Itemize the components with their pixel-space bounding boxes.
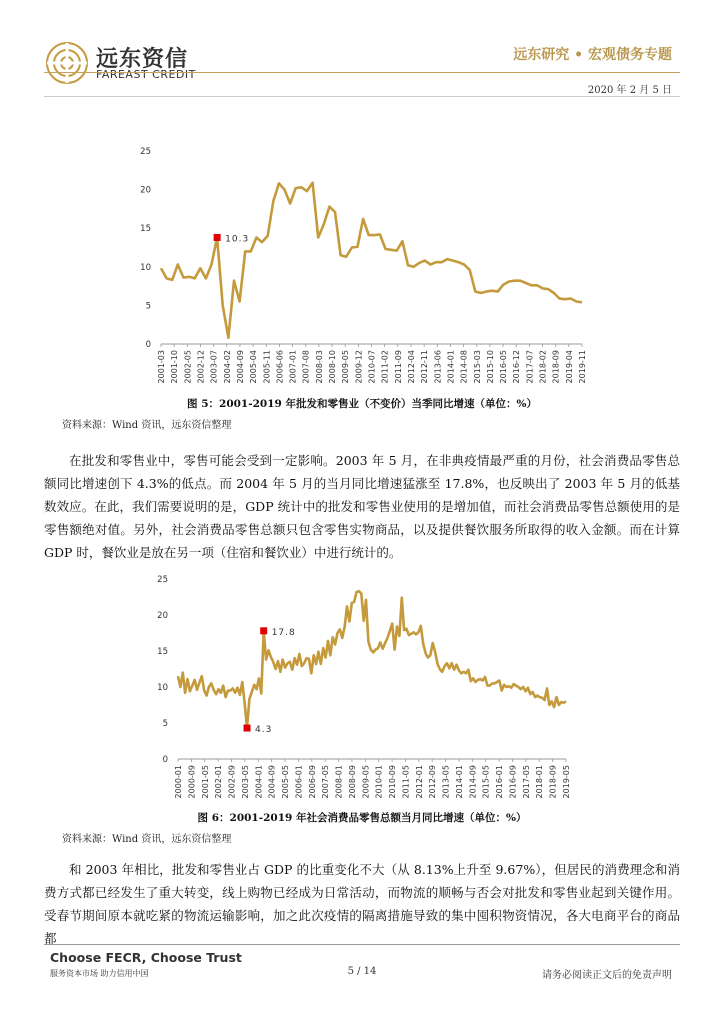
x-tick-label: 2003-05 xyxy=(240,765,250,799)
x-tick-label: 2016-01 xyxy=(495,765,505,799)
footer-subslogan: 服务资本市场 助力信用中国 xyxy=(50,969,149,978)
body-paragraph-1 xyxy=(44,449,680,564)
x-tick-label: 2018-09 xyxy=(548,765,558,799)
x-tick-label: 2005-11 xyxy=(262,350,272,384)
x-tick-label: 2012-09 xyxy=(428,765,438,799)
logo xyxy=(44,40,264,86)
series-line xyxy=(178,591,566,728)
x-tick-label: 2012-11 xyxy=(420,350,430,384)
header-divider-secondary xyxy=(44,96,680,97)
x-tick-label: 2019-04 xyxy=(564,350,574,384)
logo-subtext: FAREAST CREDIT xyxy=(96,68,196,81)
x-tick-label: 2012-01 xyxy=(414,765,424,799)
x-tick-label: 2019-11 xyxy=(578,350,587,384)
x-tick-label: 2014-01 xyxy=(454,765,464,799)
data-label: 17.8 xyxy=(271,627,296,638)
x-tick-label: 2011-02 xyxy=(380,350,390,384)
y-tick-label: 15 xyxy=(140,224,151,235)
x-tick-label: 2019-05 xyxy=(562,765,571,799)
y-tick-label: 15 xyxy=(157,647,168,657)
x-tick-label: 2004-02 xyxy=(222,350,232,384)
x-tick-label: 2001-05 xyxy=(200,765,210,799)
x-tick-label: 2009-05 xyxy=(361,765,371,799)
x-tick-label: 2007-01 xyxy=(288,350,298,384)
paragraph-text-2: 和 2003 年相比，批发和零售业占 GDP 的比重变化不大（从 8.13%上升至 9.67%），但居民的消费理念和消费方式都已经发生了重大转变，线上购物已经成为日常活动，而物流的顺畅与否会对批发和零售业起到关键作用。受春节期间原本就吃紧的物流运输影响，加之此次疫情的隔离措施导致的集中囤积物资情况，各大电商平台的商品都 xyxy=(44,862,680,946)
x-tick-label: 2011-09 xyxy=(393,350,403,384)
x-tick-label: 2010-01 xyxy=(374,765,384,799)
x-tick-label: 2007-08 xyxy=(301,350,311,384)
x-tick-label: 2013-05 xyxy=(441,765,451,799)
data-marker xyxy=(244,725,251,732)
report-date: 2020 年 2 月 5 日 xyxy=(587,85,672,96)
x-tick-label: 2014-09 xyxy=(468,765,478,799)
page-number: 5 / 14 xyxy=(347,966,377,977)
y-tick-label: 10 xyxy=(140,262,151,273)
x-tick-label: 2002-09 xyxy=(227,765,237,799)
x-tick-label: 2010-07 xyxy=(367,350,377,384)
y-tick-label: 10 xyxy=(157,683,168,693)
figure-source-6: 资料来源：Wind 资讯，远东资信整理 xyxy=(62,834,232,845)
y-tick-label: 5 xyxy=(162,719,168,729)
x-tick-label: 2015-10 xyxy=(485,350,495,384)
x-tick-label: 2015-03 xyxy=(472,350,482,384)
y-tick-label: 5 xyxy=(145,301,151,312)
x-tick-label: 2008-09 xyxy=(347,765,357,799)
x-tick-label: 2000-01 xyxy=(174,765,183,799)
data-marker xyxy=(214,234,221,241)
y-tick-label: 25 xyxy=(140,147,151,157)
x-tick-label: 2009-12 xyxy=(354,350,364,384)
x-tick-label: 2001-10 xyxy=(170,350,180,384)
x-tick-label: 2006-09 xyxy=(307,765,317,799)
x-tick-label: 2015-05 xyxy=(481,765,491,799)
x-tick-label: 2002-01 xyxy=(214,765,224,799)
x-tick-label: 2016-09 xyxy=(508,765,518,799)
x-tick-label: 2007-05 xyxy=(321,765,331,799)
body-paragraph-2 xyxy=(44,858,680,950)
report-series: 远东研究 • 宏观债务专题 xyxy=(513,47,672,63)
y-tick-label: 25 xyxy=(157,575,168,585)
series-line xyxy=(161,183,582,338)
x-tick-label: 2008-03 xyxy=(314,350,324,384)
data-label: 10.3 xyxy=(225,234,250,245)
x-tick-label: 2004-09 xyxy=(235,350,245,384)
x-tick-label: 2002-12 xyxy=(196,350,206,384)
y-tick-label: 20 xyxy=(157,611,168,621)
logo-text: 远东资信 xyxy=(96,47,189,72)
x-tick-label: 2008-01 xyxy=(334,765,344,799)
footer-divider xyxy=(44,944,680,945)
x-tick-label: 2006-06 xyxy=(275,350,285,384)
x-tick-label: 2001-03 xyxy=(157,350,166,384)
x-tick-label: 2014-08 xyxy=(459,350,469,384)
x-tick-label: 2014-01 xyxy=(446,350,456,384)
y-tick-label: 20 xyxy=(140,185,151,196)
y-tick-label: 0 xyxy=(145,340,151,350)
figure-caption-6: 图 6：2001-2019 年社会消费品零售总额当月同比增速（单位：%） xyxy=(197,812,527,824)
figure-caption-5: 图 5：2001-2019 年批发和零售业（不变价）当季同比增速（单位：%） xyxy=(187,398,537,410)
paragraph-text-1: 在批发和零售业中，零售可能会受到一定影响。2003 年 5 月，在非典疫情最严重的月份，社会消费品零售总额同比增速创下 4.3%的低点。而 2004 年 5 月的当月同比增速猛涨至 17.8%，也反映出了 2003 年 5 月的低基数效应。在此，我们需要说明的是，GDP 统计中的批发和零售业使用的是增加值，而社会消费品零售总额使用的是零售额绝对值。另外，社会消费品零售总额只包含零售实物商品，以及提供餐饮服务所取得的收入金额。而在计算 GDP 时，餐饮业是放在另一项（住宿和餐饮业）中进行统计的。 xyxy=(44,453,680,560)
x-tick-label: 2006-01 xyxy=(294,765,304,799)
x-tick-label: 2013-06 xyxy=(433,350,443,384)
x-tick-label: 2005-05 xyxy=(281,765,291,799)
x-tick-label: 2011-05 xyxy=(401,765,411,799)
x-tick-label: 2004-09 xyxy=(267,765,277,799)
x-tick-label: 2003-07 xyxy=(209,350,219,384)
data-label: 4.3 xyxy=(255,725,273,736)
x-tick-label: 2018-01 xyxy=(535,765,545,799)
chart-retail-sales xyxy=(146,570,586,810)
x-tick-label: 2010-09 xyxy=(388,765,398,799)
x-tick-label: 2009-05 xyxy=(341,350,351,384)
x-tick-label: 2008-10 xyxy=(328,350,338,384)
footer-slogan: Choose FECR, Choose Trust xyxy=(50,950,242,965)
x-tick-label: 2000-09 xyxy=(187,765,197,799)
logo-emblem-icon xyxy=(44,40,90,86)
x-tick-label: 2017-05 xyxy=(521,765,531,799)
x-tick-label: 2004-01 xyxy=(254,765,264,799)
x-tick-label: 2018-09 xyxy=(551,350,561,384)
footer-disclaimer: 请务必阅读正文后的免责声明 xyxy=(542,970,672,981)
header-divider xyxy=(44,72,680,73)
x-tick-label: 2018-02 xyxy=(538,350,548,384)
x-tick-label: 2016-12 xyxy=(512,350,522,384)
chart-wholesale-retail xyxy=(126,140,586,390)
x-tick-label: 2012-04 xyxy=(406,350,416,384)
x-tick-label: 2005-04 xyxy=(249,350,259,384)
x-tick-label: 2002-05 xyxy=(183,350,193,384)
data-marker xyxy=(260,627,267,634)
x-tick-label: 2016-05 xyxy=(499,350,509,384)
figure-source-5: 资料来源：Wind 资讯，远东资信整理 xyxy=(62,420,232,431)
y-tick-label: 0 xyxy=(162,755,168,765)
x-tick-label: 2017-07 xyxy=(525,350,535,384)
